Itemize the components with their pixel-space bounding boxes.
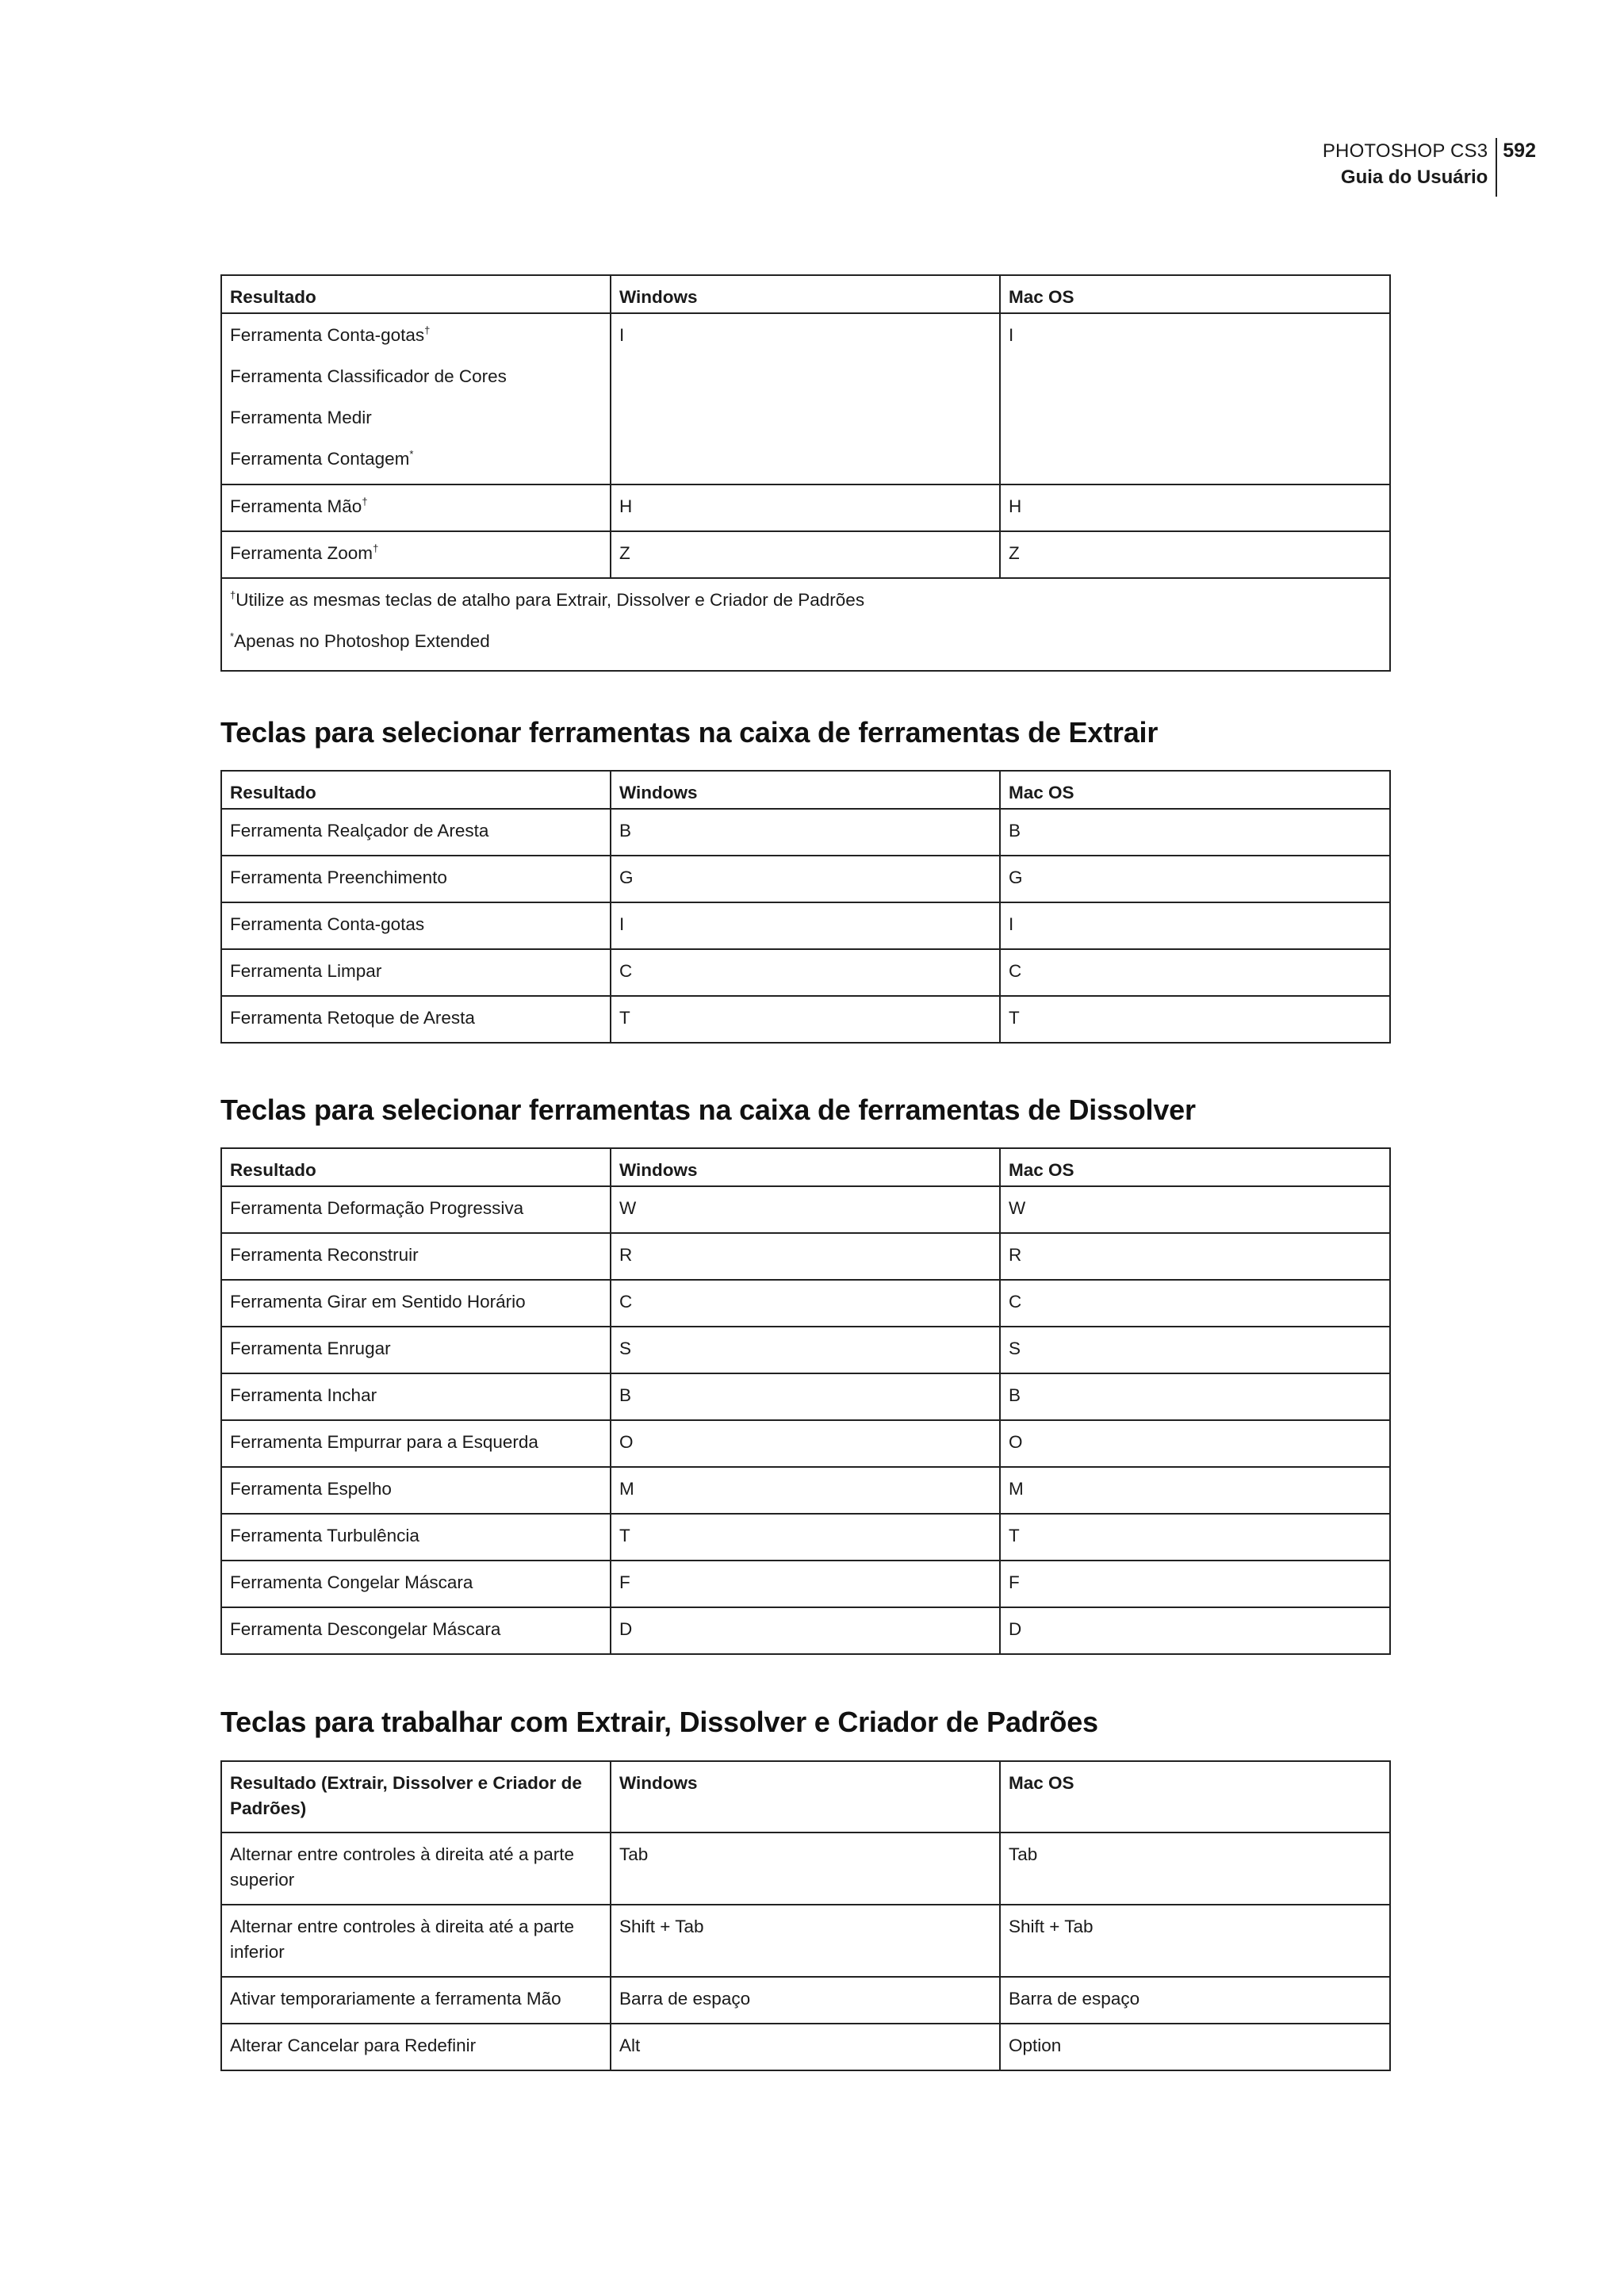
windows-key-cell: B [611,1373,1000,1420]
table-row [221,949,1390,996]
footnote-mark: † [424,324,431,336]
result-cell [221,531,611,578]
footnote-mark: † [230,589,236,601]
result-text: Ferramenta Medir [230,408,372,427]
table-header-row [221,275,1390,313]
result-cell: Ativar temporariamente a ferramenta Mão [221,1977,611,2024]
mac-key-cell: Tab [1000,1833,1390,1905]
windows-key-cell: B [611,809,1000,856]
footnote-mark: † [362,496,368,507]
table-row [221,1561,1390,1607]
mac-key-cell: G [1000,856,1390,902]
column-header: Mac OS [1000,771,1390,809]
section-heading-working: Teclas para trabalhar com Extrair, Dissolver e Criador de Padrões [220,1706,1098,1738]
mac-key-cell: R [1000,1233,1390,1280]
mac-key-cell: W [1000,1186,1390,1233]
column-header: Resultado [221,771,611,809]
mac-key-cell: B [1000,809,1390,856]
result-cell: Ferramenta Realçador de Aresta [221,809,611,856]
footnote-mark: * [409,448,414,460]
windows-key-cell: C [611,949,1000,996]
table-row [221,1373,1390,1420]
mac-key-cell: C [1000,949,1390,996]
table-header-row [221,771,1390,809]
result-text: Ferramenta Classificador de Cores [230,366,507,386]
table-row [221,856,1390,902]
table-row [221,996,1390,1043]
column-header: Resultado [221,275,611,313]
table-row [221,809,1390,856]
table-notes [221,578,1390,671]
windows-key-cell: G [611,856,1000,902]
mac-key-cell: C [1000,1280,1390,1327]
mac-key-cell: T [1000,1514,1390,1561]
column-header: Windows [611,275,1000,313]
result-cell: Ferramenta Retoque de Aresta [221,996,611,1043]
windows-key-cell: T [611,1514,1000,1561]
section-heading-extract: Teclas para selecionar ferramentas na caixa de ferramentas de Extrair [220,716,1159,749]
header-titles [1323,138,1497,197]
product-name: PHOTOSHOP CS3 [1322,140,1488,162]
table-row [221,1327,1390,1373]
tools-shortcut-table [220,274,1391,672]
working-shortcut-table [220,1760,1391,2071]
table-header-row [221,1148,1390,1186]
mac-key-cell: Shift + Tab [1000,1905,1390,1977]
table-row [221,1233,1390,1280]
result-cell: Ferramenta Conta-gotas [221,902,611,949]
result-cell: Ferramenta Inchar [221,1373,611,1420]
windows-key-cell: I [611,313,1000,484]
mac-key-cell: H [1000,484,1390,531]
table-row [221,1280,1390,1327]
result-cell: Alterar Cancelar para Redefinir [221,2024,611,2070]
result-cell [221,484,611,531]
column-header: Mac OS [1000,1148,1390,1186]
windows-key-cell: Shift + Tab [611,1905,1000,1977]
windows-key-cell: Alt [611,2024,1000,2070]
table-row [221,1977,1390,2024]
column-header: Mac OS [1000,275,1390,313]
guide-name: Guia do Usuário [1340,167,1488,188]
liquify-shortcut-table [220,1147,1391,1655]
result-cell: Ferramenta Reconstruir [221,1233,611,1280]
result-cell: Ferramenta Espelho [221,1467,611,1514]
column-header: Resultado [221,1148,611,1186]
mac-key-cell: Option [1000,2024,1390,2070]
result-cell: Ferramenta Descongelar Máscara [221,1607,611,1654]
result-cell: Ferramenta Limpar [221,949,611,996]
column-header: Windows [611,771,1000,809]
footnote-text: Utilize as mesmas teclas de atalho para Extrair, Dissolver e Criador de Padrões [236,590,865,610]
page-number: 592 [1503,140,1536,162]
table-row [221,1186,1390,1233]
mac-key-cell: I [1000,902,1390,949]
extract-shortcut-table [220,770,1391,1044]
table-row [221,1514,1390,1561]
footnote-mark: * [230,630,235,642]
table-row [221,1420,1390,1467]
result-cell: Ferramenta Enrugar [221,1327,611,1373]
mac-key-cell: Z [1000,531,1390,578]
column-header: Windows [611,1148,1000,1186]
mac-key-cell: S [1000,1327,1390,1373]
windows-key-cell: S [611,1327,1000,1373]
result-cell: Ferramenta Congelar Máscara [221,1561,611,1607]
result-cell: Ferramenta Turbulência [221,1514,611,1561]
mac-key-cell: D [1000,1607,1390,1654]
footnote-text: Apenas no Photoshop Extended [234,631,490,651]
mac-key-cell: F [1000,1561,1390,1607]
column-header: Resultado (Extrair, Dissolver e Criador de Padrões) [221,1761,611,1833]
table-header-row [221,1761,1390,1833]
windows-key-cell: W [611,1186,1000,1233]
table-row [221,531,1390,578]
windows-key-cell: R [611,1233,1000,1280]
windows-key-cell: Barra de espaço [611,1977,1000,2024]
column-header: Mac OS [1000,1761,1390,1833]
windows-key-cell: Tab [611,1833,1000,1905]
mac-key-cell: Barra de espaço [1000,1977,1390,2024]
mac-key-cell: T [1000,996,1390,1043]
windows-key-cell: Z [611,531,1000,578]
table-row [221,2024,1390,2070]
mac-key-cell: B [1000,1373,1390,1420]
windows-key-cell: O [611,1420,1000,1467]
column-header: Windows [611,1761,1000,1833]
table-row [221,313,1390,484]
windows-key-cell: T [611,996,1000,1043]
result-cell: Alternar entre controles à direita até a parte superior [221,1833,611,1905]
mac-key-cell: M [1000,1467,1390,1514]
section-heading-liquify: Teclas para selecionar ferramentas na caixa de ferramentas de Dissolver [220,1093,1196,1126]
page-header [1323,138,1536,197]
windows-key-cell: M [611,1467,1000,1514]
result-cell: Ferramenta Preenchimento [221,856,611,902]
result-text: Ferramenta Contagem [230,449,410,469]
table-row [221,902,1390,949]
table-row [221,1905,1390,1977]
windows-key-cell: I [611,902,1000,949]
result-cell: Alternar entre controles à direita até a parte inferior [221,1905,611,1977]
windows-key-cell: C [611,1280,1000,1327]
result-cell: Ferramenta Empurrar para a Esquerda [221,1420,611,1467]
result-text: Ferramenta Zoom [230,543,373,563]
footnote-mark: † [373,542,379,554]
windows-key-cell: D [611,1607,1000,1654]
result-cell: Ferramenta Deformação Progressiva [221,1186,611,1233]
windows-key-cell: F [611,1561,1000,1607]
result-text: Ferramenta Conta-gotas [230,325,425,345]
mac-key-cell: I [1000,313,1390,484]
table-row [221,1833,1390,1905]
mac-key-cell: O [1000,1420,1390,1467]
windows-key-cell: H [611,484,1000,531]
table-notes-row [221,578,1390,671]
result-text: Ferramenta Mão [230,496,362,516]
table-row [221,484,1390,531]
result-cell [221,313,611,484]
table-row [221,1467,1390,1514]
result-cell: Ferramenta Girar em Sentido Horário [221,1280,611,1327]
table-row [221,1607,1390,1654]
